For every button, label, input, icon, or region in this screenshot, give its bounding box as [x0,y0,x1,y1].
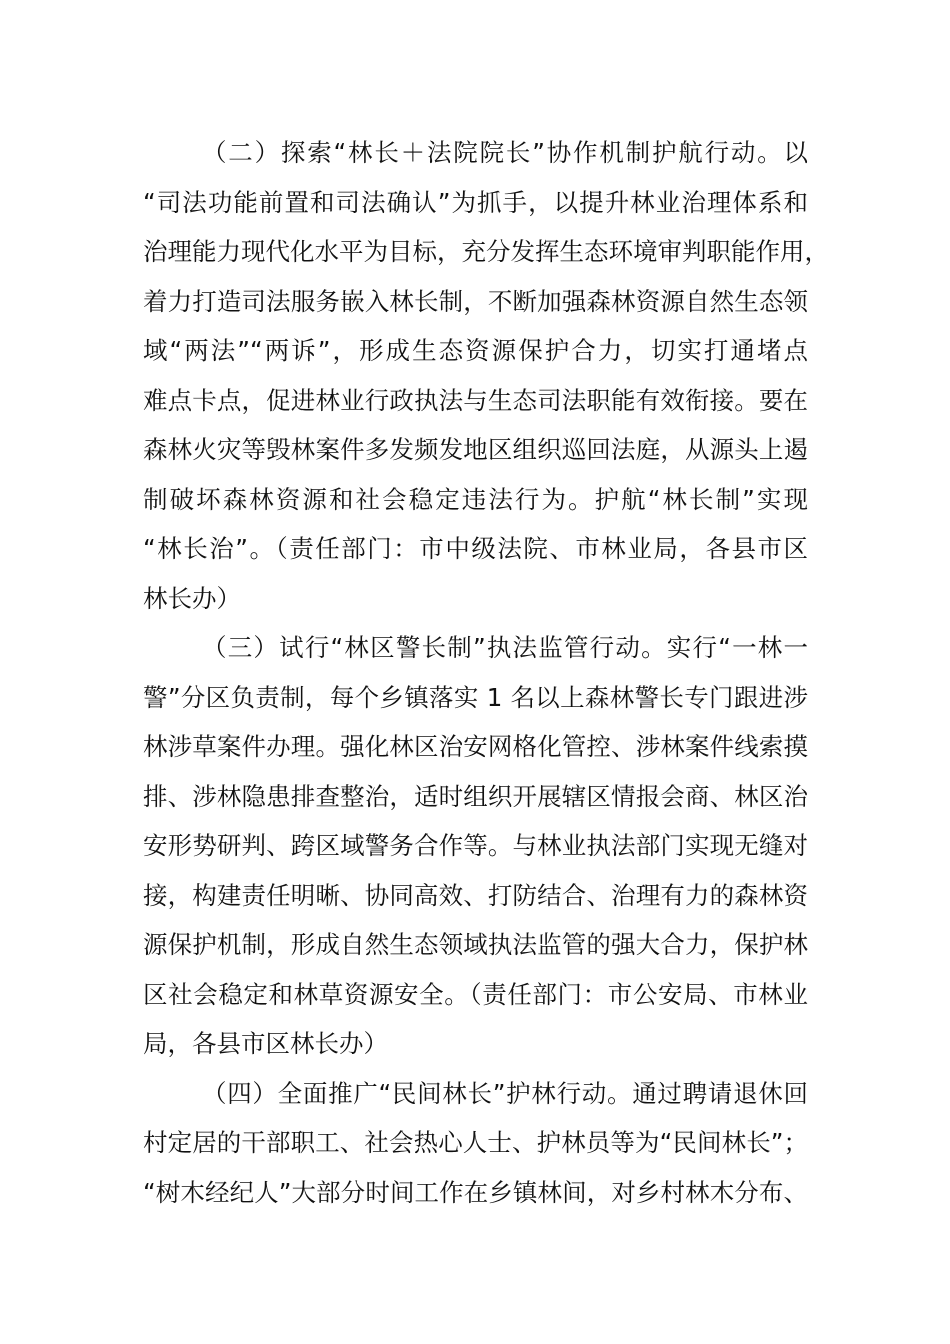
text-line: 警”分区负责制，每个乡镇落实 1 名以上森林警长专门跟进涉 [143,682,808,712]
text-line: 局，各县市区林长办） [143,1029,388,1058]
text-line: “林长治”。（责任部门：市中级法院、市林业局，各县市区 [143,534,808,563]
text-line: 村定居的干部职工、社会热心人士、护林员等为“民间林长”； [143,1128,808,1157]
paragraph-forest-police [143,623,808,1069]
text-line: （三）试行“林区警长制”执法监管行动。实行“一林一 [202,633,808,662]
text-line: 林长办） [143,583,241,613]
text-line: “司法功能前置和司法确认”为抓手，以提升林业治理体系和 [143,187,808,217]
text-line: 接，构建责任明晰、协同高效、打防结合、治理有力的森林资 [143,880,808,910]
text-line: 林涉草案件办理。强化林区治安网格化管控、涉林案件线索摸 [143,732,808,761]
text-line: “树木经纪人”大部分时间工作在乡镇林间，对乡村林木分布、 [143,1177,808,1207]
text-line: （四）全面推广“民间林长”护林行动。通过聘请退休回 [202,1078,808,1108]
text-line: 安形势研判、跨区域警务合作等。与林业执法部门实现无缝对 [143,831,808,860]
paragraph-civil-forest-chief [143,1069,808,1218]
paragraph-court-cooperation [143,128,829,623]
text-line: 森林火灾等毁林案件多发频发地区组织巡回法庭，从源头上遏 [143,435,808,464]
text-line: 难点卡点，促进林业行政执法与生态司法职能有效衔接。要在 [143,385,808,415]
text-line: （二）探索“林长＋法院院长”协作机制护航行动。以 [202,138,808,167]
text-line: 着力打造司法服务嵌入林长制，不断加强森林资源自然生态领 [143,286,808,316]
document-body [143,128,829,1217]
text-line: 源保护机制，形成自然生态领域执法监管的强大合力，保护林 [143,930,808,959]
text-line: 制破坏森林资源和社会稳定违法行为。护航“林长制”实现 [143,484,808,514]
text-line: 排、涉林隐患排查整治，适时组织开展辖区情报会商、林区治 [143,781,808,811]
text-line: 治理能力现代化水平为目标，充分发挥生态环境审判职能作用， [143,237,829,266]
text-line: 区社会稳定和林草资源安全。（责任部门：市公安局、市林业 [143,979,808,1009]
text-line: 域“两法”“两诉”，形成生态资源保护合力，切实打通堵点 [143,336,808,365]
